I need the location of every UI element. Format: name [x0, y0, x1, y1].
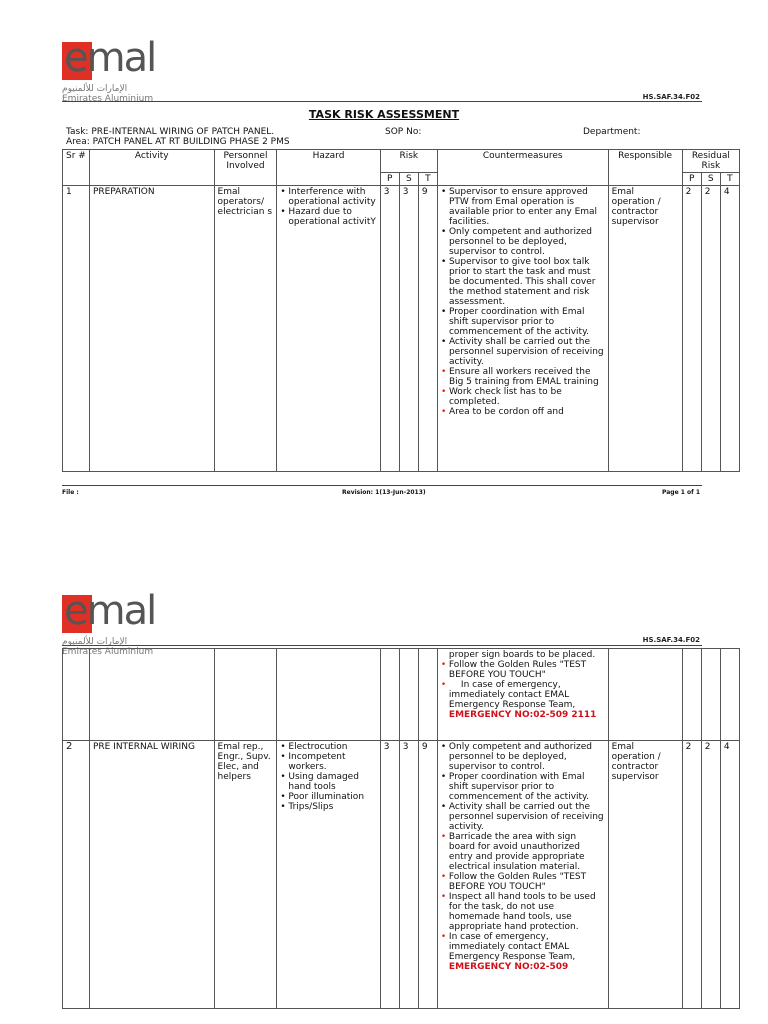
- countermeasure-item: • Proper coordination with Emal shift supervisor prior to commencement of the activity.: [440, 307, 589, 337]
- hazard-item: • Hazard due to operational activitY: [280, 207, 376, 227]
- row1-sr: 1: [63, 186, 90, 472]
- document-title: TASK RISK ASSESSMENT: [308, 108, 460, 121]
- header-responsible: Responsible: [608, 150, 682, 186]
- header-risk: Risk: [380, 150, 437, 173]
- emergency-number: EMERGENCY NO:02-509: [448, 962, 569, 972]
- footer-page-number: Page 1 of 1: [662, 489, 700, 496]
- row1-countermeasures: [437, 186, 608, 472]
- header-rule: [62, 645, 702, 646]
- logo-wordmark: emal: [64, 35, 156, 81]
- header-risk-s: S: [399, 173, 418, 186]
- emergency-number: EMERGENCY NO:02-509 2111: [448, 710, 597, 720]
- header-residual-s: S: [701, 173, 720, 186]
- risk-assessment-table-continued: [62, 648, 740, 1009]
- hazard-item: • Poor illumination: [280, 792, 365, 802]
- document-reference: HS.SAF.34.F02: [642, 636, 700, 644]
- countermeasure-item: • Follow the Golden Rules "TEST BEFORE YOU TOUCH": [440, 872, 587, 892]
- countermeasure-item: • In case of emergency, immediately contact EMAL Emergency Response Team,: [440, 680, 576, 710]
- row2-risk-s: 3: [399, 741, 418, 1009]
- risk-assessment-table: [62, 149, 740, 472]
- department-label: Department:: [583, 127, 641, 137]
- footer-revision: Revision: 1(13-Jun-2013): [342, 489, 426, 496]
- table-row-2: [63, 741, 740, 1009]
- row1-residual-t: 4: [720, 186, 739, 472]
- row2-sr: 2: [63, 741, 90, 1009]
- header-residual-risk: Residual Risk: [682, 150, 739, 173]
- row1-responsible: Emal operation / contractor supervisor: [608, 186, 682, 472]
- row2-activity: PRE INTERNAL WIRING: [89, 741, 214, 1009]
- row2-countermeasures: [437, 741, 608, 1009]
- header-risk-p: P: [380, 173, 399, 186]
- row2-responsible: Emal operation / contractor supervisor: [608, 741, 682, 1009]
- countermeasure-item: • Area to be cordon off and: [440, 407, 564, 417]
- row2-personnel: Emal rep., Engr., Supv. Elec, and helpers: [214, 741, 277, 1009]
- header-residual-p: P: [682, 173, 701, 186]
- hazard-item: • Electrocution: [280, 742, 348, 752]
- footer-rule: [62, 485, 702, 486]
- row2-hazards: [277, 741, 380, 1009]
- countermeasure-item: • Ensure all workers received the Big 5 training from EMAL training: [440, 367, 599, 387]
- countermeasure-item: • Only competent and authorized personnel to be deployed, supervisor to control.: [440, 742, 592, 772]
- row1-residual-p: 2: [682, 186, 701, 472]
- countermeasure-item: • Proper coordination with Emal shift supervisor prior to commencement of the activity.: [440, 772, 589, 802]
- logo-wordmark: emal: [64, 588, 156, 634]
- hazard-item: • Interference with operational activity: [280, 187, 376, 207]
- row2-residual-t: 4: [720, 741, 739, 1009]
- header-risk-t: T: [418, 173, 437, 186]
- logo-arabic-text: الإمارات للألمنيوم: [62, 637, 128, 647]
- logo-english-text: Emirates Aluminium: [62, 647, 154, 657]
- row2-residual-p: 2: [682, 741, 701, 1009]
- hazard-item: • Trips/Slips: [280, 802, 334, 812]
- row1-countermeasures-continued: [437, 649, 608, 741]
- document-page-2: [0, 545, 768, 1024]
- row1-personnel: Emal operators/ electrician s: [214, 186, 277, 472]
- sop-label: SOP No:: [385, 127, 422, 137]
- header-rule: [62, 101, 702, 102]
- table-row-1-continued: [63, 649, 740, 741]
- header-personnel: Personnel Involved: [214, 150, 277, 186]
- table-row-1: [63, 186, 740, 472]
- logo-english-text: Emirates Aluminium: [62, 94, 154, 104]
- countermeasure-item: • Supervisor to ensure approved PTW from Emal operation is available prior to enter any Emal facilities.: [440, 187, 598, 227]
- row1-risk-s: 3: [399, 186, 418, 472]
- header-hazard: Hazard: [277, 150, 380, 186]
- countermeasure-item: • Activity shall be carried out the personnel supervision of receiving activity.: [440, 337, 604, 367]
- countermeasure-item: • Follow the Golden Rules "TEST BEFORE YOU TOUCH": [440, 660, 587, 680]
- header-countermeasures: Countermeasures: [437, 150, 608, 186]
- task-line: Task: PRE-INTERNAL WIRING OF PATCH PANEL.: [66, 127, 275, 137]
- countermeasure-continuation: proper sign boards to be placed.: [448, 650, 596, 660]
- countermeasure-item: • Activity shall be carried out the personnel supervision of receiving activity.: [440, 802, 604, 832]
- countermeasure-item: • Only competent and authorized personnel to be deployed, supervisor to control.: [440, 227, 592, 257]
- countermeasure-item: • Work check list has to be completed.: [440, 387, 562, 407]
- row1-activity: PREPARATION: [89, 186, 214, 472]
- header-activity: Activity: [89, 150, 214, 186]
- logo-arabic-text: الإمارات للألمنيوم: [62, 84, 128, 94]
- document-reference: HS.SAF.34.F02: [642, 93, 700, 101]
- countermeasure-item: • Inspect all hand tools to be used for the task, do not use homemade hand tools, use appropriate hand protection.: [440, 892, 596, 932]
- header-sr: Sr #: [63, 150, 90, 186]
- row1-risk-t: 9: [418, 186, 437, 472]
- row1-residual-s: 2: [701, 186, 720, 472]
- header-residual-t: T: [720, 173, 739, 186]
- row1-risk-p: 3: [380, 186, 399, 472]
- countermeasure-item: • Supervisor to give tool box talk prior to start the task and must be documented. This shall cover the method statement and risk assessment.: [440, 257, 596, 307]
- table-header-row: [63, 150, 740, 173]
- area-line: Area: PATCH PANEL AT RT BUILDING PHASE 2 PMS: [66, 137, 290, 147]
- countermeasure-item: • In case of emergency, immediately contact EMAL Emergency Response Team,: [440, 932, 576, 962]
- row1-hazards: [277, 186, 380, 472]
- footer-file: File :: [62, 489, 79, 496]
- hazard-item: • Using damaged hand tools: [280, 772, 359, 792]
- row2-risk-t: 9: [418, 741, 437, 1009]
- emal-logo: [62, 35, 156, 104]
- row2-residual-s: 2: [701, 741, 720, 1009]
- hazard-item: • Incompetent workers.: [280, 752, 346, 772]
- row2-risk-p: 3: [380, 741, 399, 1009]
- countermeasure-item: • Barricade the area with sign board for avoid unauthorized entry and provide appropriate electrical insulation material.: [440, 832, 585, 872]
